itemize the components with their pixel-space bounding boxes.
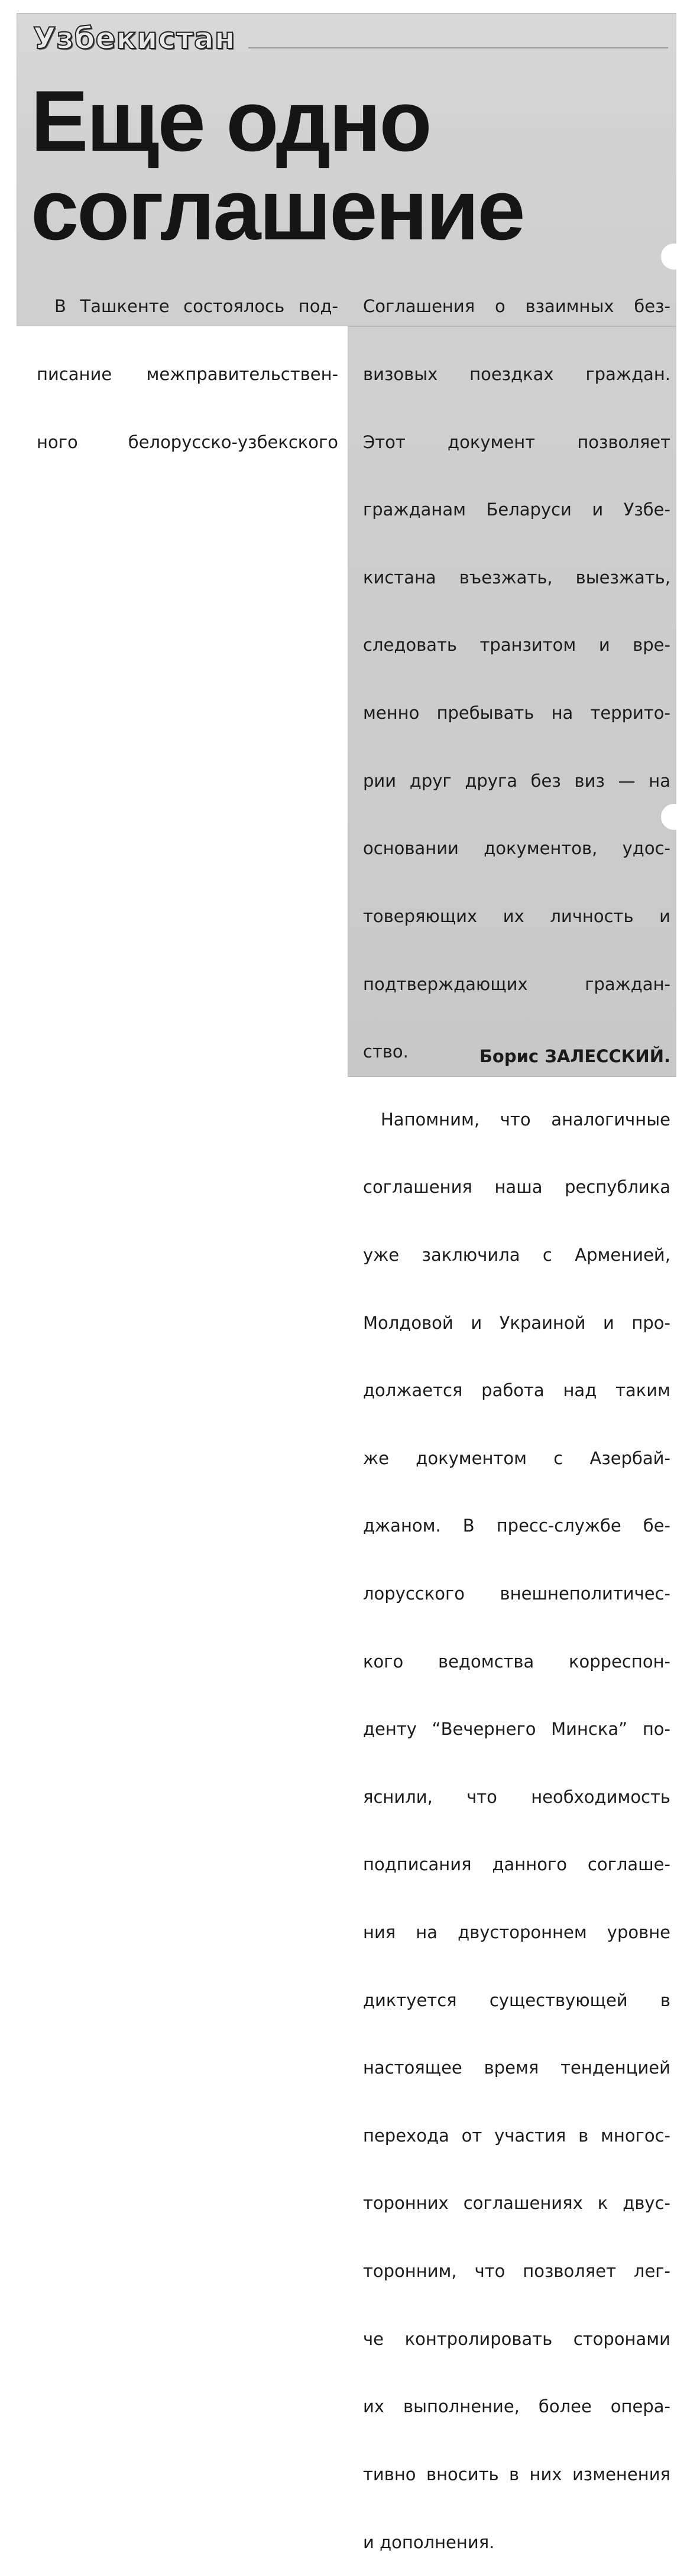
text-line: денту “Вечернего Минска” по-	[363, 1719, 670, 1740]
text-line: Соглашения о взаимных без-	[363, 296, 670, 317]
text-line: Напомним, что аналогичные	[381, 1109, 670, 1130]
text-line: ного белорусско-узбекского	[37, 432, 338, 452]
text-line: должается работа над таким	[363, 1380, 670, 1401]
text-line: их выполнение, более опера-	[363, 2396, 670, 2417]
text-line: лорусского внешнеполитичес-	[363, 1583, 670, 1604]
text-line: перехода от участия в многос-	[363, 2125, 670, 2146]
text-line: Молдовой и Украиной и про-	[363, 1312, 670, 1333]
text-line: торонним, что позволяет лег-	[363, 2261, 670, 2282]
text-line: гражданам Беларуси и Узбе-	[363, 499, 670, 520]
text-line: настоящее время тенденцией	[363, 2058, 670, 2078]
author-byline: Борис ЗАЛЕССКИЙ.	[479, 1046, 670, 1066]
text-line: основании документов, удос-	[363, 838, 670, 859]
text-line: подтверждающих граждан-	[363, 974, 670, 994]
text-line: Этот документ позволяет	[363, 432, 670, 452]
text-line: ния на двустороннем уровне	[363, 1922, 670, 1943]
text-line: диктуется существующей в	[363, 1990, 670, 2010]
rubric-divider	[248, 47, 668, 48]
text-line: подписания данного соглаше-	[363, 1854, 670, 1875]
text-line: торонних соглашениях к двус-	[363, 2193, 670, 2214]
text-line: рии друг друга без виз — на	[363, 770, 670, 791]
text-line: соглашения наша республика	[363, 1177, 670, 1198]
rubric-label: Узбекистан	[33, 21, 236, 56]
headline-line-1: Еще одно	[31, 73, 430, 169]
article-column-right	[363, 250, 670, 2576]
article-headline	[31, 73, 524, 258]
text-line: джаном. В пресс-службе бе-	[363, 1516, 670, 1536]
text-line: тивно вносить в них изменения	[363, 2464, 670, 2484]
text-line: же документом с Азербай-	[363, 1448, 670, 1468]
text-line: следовать транзитом и вре-	[363, 635, 670, 656]
text-line: ство.	[363, 1042, 409, 1062]
headline-line-2: соглашение	[31, 161, 524, 258]
text-line: кистана въезжать, выезжать,	[363, 567, 670, 588]
text-line: че контролировать сторонами	[363, 2328, 670, 2349]
text-line: кого ведомства корреспон-	[363, 1651, 670, 1672]
text-line: писание межправительствен-	[37, 364, 338, 385]
text-line: товеряющих их личность и	[363, 906, 670, 926]
text-line: В Ташкенте состоялось под-	[54, 296, 338, 317]
article-column-left	[37, 250, 338, 476]
text-line: менно пребывать на террито-	[363, 703, 670, 724]
text-line: яснили, что необходимость	[363, 1786, 670, 1807]
text-line: визовых поездках граждан.	[363, 364, 670, 385]
text-line: и дополнения.	[363, 2532, 495, 2552]
text-line: уже заключила с Арменией,	[363, 1244, 670, 1265]
